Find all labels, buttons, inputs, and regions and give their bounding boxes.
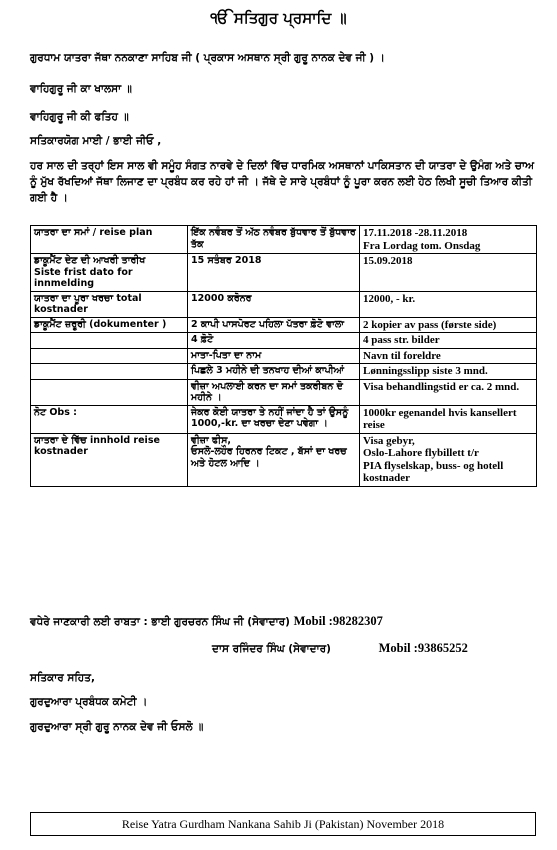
row-label-cell: ਯਾਤਰਾ ਦਾ ਸਮਾਂ / reise plan [31,226,188,254]
table-row [31,291,537,317]
contact-mobile-2: Mobil :93865252 [378,641,468,655]
row-punjabi-cell: 2 ਕਾਪੀ ਪਾਸਪੋਰਟ ਪਹਿਲਾ ਪੱਤਰਾ ਫ਼ੋਟੋ ਵਾਲਾ [188,317,360,333]
table-row [31,379,537,405]
row-norwegian-cell: 2 kopier av pass (første side) [360,317,537,333]
row-punjabi-cell: ਪਿਛਲੇ 3 ਮਹੀਨੇ ਦੀ ਤਨਖਾਹ ਦੀਆਂ ਕਾਪੀਆਂ [188,364,360,380]
row-norwegian-cell: 15.09.2018 [360,254,537,292]
row-label-cell [31,379,188,405]
row-punjabi-cell: ਵੀਜ਼ਾ ਫੀਸ, ਓਸਲੋ-ਲਹੌਰ ਹਿਰਨਰ ਟਿਕਟ , ਬੱਸਾਂ ਦਾ ਖਰਚ ਅਤੇ ਹੋਟਲ ਆਦਿ । [188,433,360,486]
closing-gurdwara: ਗੁਰਦੁਆਰਾ ਸ੍ਰੀ ਗੁਰੂ ਨਾਨਕ ਦੇਵ ਜੀ ਓਸਲੋ ॥ [30,721,204,733]
table-row [31,433,537,486]
page-title: ੴ ਸਤਿਗੁਰ ਪ੍ਰਸਾਦਿ ॥ [210,9,347,27]
page-footer: Reise Yatra Gurdham Nankana Sahib Ji (Pakistan) November 2018 [30,812,536,836]
table-row [31,226,537,254]
row-norwegian-cell: 1000kr egenandel hvis kansellert reise [360,405,537,433]
row-norwegian-cell: Navn til foreldre [360,348,537,364]
row-label-cell [31,348,188,364]
row-label-cell: ਯਾਤਰਾ ਦੇ ਵਿੱਚ innhold reise kostnader [31,433,188,486]
greeting-khalsa: ਵਾਹਿਗੁਰੂ ਜੀ ਕਾ ਖਾਲਸਾ ॥ [30,83,132,95]
row-norwegian-cell: Visa gebyr, Oslo-Lahore flybillett t/r PIA flyselskap, buss- og hotell kostnader [360,433,537,486]
row-punjabi-cell: ਮਾਤਾ-ਪਿਤਾ ਦਾ ਨਾਮ [188,348,360,364]
row-punjabi-cell: ਇੱਕ ਨਵੰਬਰ ਤੋਂ ਅੱਠ ਨਵੰਬਰ ਬੁੱਧਵਾਰ ਤੋਂ ਬੁੱਧਵਾਰ ਤੱਕ [188,226,360,254]
row-punjabi-cell: 12000 ਕਰੋਨਰ [188,291,360,317]
row-norwegian-cell: 4 pass str. bilder [360,333,537,349]
row-punjabi-cell: 15 ਸਤੰਬਰ 2018 [188,254,360,292]
row-label-cell: ਯਾਤਰਾ ਦਾ ਪੂਰਾ ਖਰਚਾ total kostnader [31,291,188,317]
row-norwegian-cell: Lønningsslipp siste 3 mnd. [360,364,537,380]
row-punjabi-cell: 4 ਫ਼ੋਟੋ [188,333,360,349]
table-row [31,333,537,349]
row-label-cell: ਡਾਕੂਮੈਂਟ ਜ਼ਰੂਰੀ (dokumenter ) [31,317,188,333]
trip-details-table [30,225,537,487]
contact-name-2: ਦਾਸ ਰਜਿੰਦਰ ਸਿੰਘ (ਸੇਵਾਦਾਰ) [212,643,331,655]
contact-line-1 [30,614,383,629]
table-row [31,317,537,333]
row-punjabi-cell: ਵੀਜ਼ਾ ਅਪਲਾਈ ਕਰਨ ਦਾ ਸਮਾਂ ਤਕਰੀਬਨ ਦੋ ਮਹੀਨੇ । [188,379,360,405]
intro-heading: ਗੁਰਧਾਮ ਯਾਤਰਾ ਜੱਥਾ ਨਨਕਾਣਾ ਸਾਹਿਬ ਜੀ ( ਪ੍ਰਕਾਸ ਅਸਥਾਨ ਸ੍ਰੀ ਗੁਰੂ ਨਾਨਕ ਦੇਵ ਜੀ ) । [30,52,385,64]
intro-paragraph: ਹਰ ਸਾਲ ਦੀ ਤਰ੍ਹਾਂ ਇਸ ਸਾਲ ਵੀ ਸਮੂੰਹ ਸੰਗਤ ਨਾਰਵੇ ਦੇ ਦਿਲਾਂ ਵਿੱਚ ਧਾਰਮਿਕ ਅਸਥਾਨਾਂ ਪਾਕਿਸਤਾਨ ਦੀ ਯਾਤਰਾ ਦੇ ਉਮੰਗ ਅਤੇ ਚਾਅ ਨੂੰ ਮੁੱਖ ਰੱਖਦਿਆਂ ਜੱਥਾ ਲਿਜਾਣ ਦਾ ਪ੍ਰਬੰਧ ਕਰ ਰਹੇ ਹਾਂ ਜੀ । ਜੱਥੇ ਦੇ ਸਾਰੇ ਪ੍ਰਬੰਧਾਂ ਨੂੰ ਪੂਰਾ ਕਰਨ ਲਈ ਹੇਠ ਲਿਖੀ ਸੂਚੀ ਤਿਆਰ ਕੀਤੀ ਗਈ ਹੈ । [30,160,534,204]
row-label-cell [31,364,188,380]
row-norwegian-cell: Visa behandlingstid er ca. 2 mnd. [360,379,537,405]
table-row [31,254,537,292]
closing-regards: ਸਤਿਕਾਰ ਸਹਿਤ, [30,672,95,684]
table-row [31,405,537,433]
row-label-cell: ਡਾਕੂਮੈਂਟ ਦੇਣ ਦੀ ਆਖਰੀ ਤਾਰੀਖ Siste frist dato for innmelding [31,254,188,292]
table-row [31,348,537,364]
contact-mobile-1: Mobil :98282307 [293,614,383,628]
row-norwegian-cell: 17.11.2018 -28.11.2018 Fra Lordag tom. Onsdag [360,226,537,254]
salutation: ਸਤਿਕਾਰਯੋਗ ਮਾਈ / ਭਾਈ ਜੀਓ , [30,135,162,147]
table-row [31,364,537,380]
greeting-fateh: ਵਾਹਿਗੁਰੂ ਜੀ ਕੀ ਫਤਿਹ ॥ [30,111,129,123]
closing-committee: ਗੁਰਦੁਆਰਾ ਪ੍ਰਬੰਧਕ ਕਮੇਟੀ । [30,696,148,708]
row-norwegian-cell: 12000, - kr. [360,291,537,317]
contact-line-2 [212,641,468,656]
contact-name-1: ਵਧੇਰੇ ਜਾਣਕਾਰੀ ਲਈ ਰਾਬਤਾ : ਭਾਈ ਗੁਰਚਰਨ ਸਿੰਘ ਜੀ (ਸੇਵਾਦਾਰ) [30,616,290,628]
row-label-cell [31,333,188,349]
row-punjabi-cell: ਜੇਕਰ ਕੋਈ ਯਾਤਰਾ ਤੇ ਨਹੀਂ ਜਾਂਦਾ ਹੈ ਤਾਂ ਉਸਨੂੰ 1000,-kr. ਦਾ ਖਰਚਾ ਦੇਣਾ ਪਵੇਗਾ । [188,405,360,433]
row-label-cell: ਨੋਟ Obs : [31,405,188,433]
